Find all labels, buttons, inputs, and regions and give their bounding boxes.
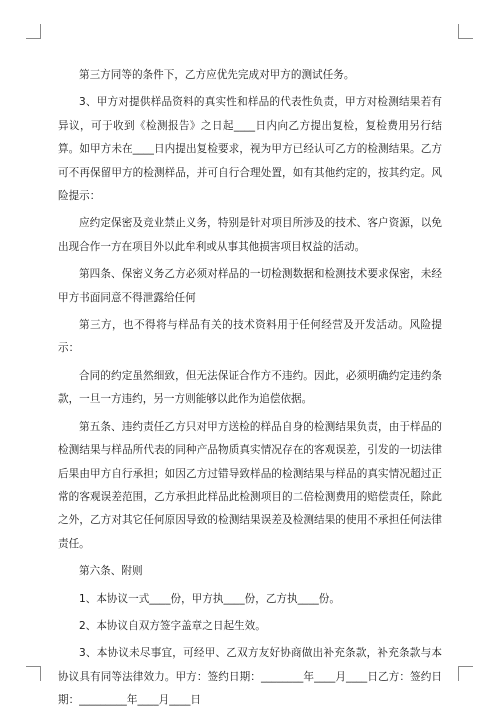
paragraph: 应约定保密及竞业禁止义务，特别是针对项目所涉及的技术、客户资源，以免出现合作一方在项目外以此牟利或从事其他损害项目权益的活动。	[58, 217, 442, 253]
paragraph: 第三方同等的条件下，乙方应优先完成对甲方的测试任务。	[79, 69, 355, 81]
paragraph: 合同的约定虽然细致，但无法保证合作方不违约。因此，必须明确约定违约条款，一旦一方违约，另一方则能够以此作为追偿依据。	[58, 369, 442, 406]
paragraph: 第三方，也不得将与样品有关的技术资料用于任何经营及开发活动。风险提示：	[58, 319, 442, 355]
paragraph: 第五条、违约责任乙方只对甲方送检的样品自身的检测结果负责，由于样品的检测结果与样品所代表的同种产品物质真实情况存在的客观误差，引发的一切法律后果由甲方自行承担；如因乙方过错导致样品的检测结果与样品的真实情况超过正常的客观误差范围，乙方承担此样品此检测项目的二倍检测费用的赔偿责任，除此之外，乙方对其它任何原因导致的检测结果误差及检测结果的使用不承担任何法律责任。	[58, 420, 442, 550]
paragraph: 第六条、附则	[79, 565, 143, 578]
corner-mark-top-left	[26, 24, 41, 39]
paragraph: 2、本协议自双方签字盖章之日起生效。	[79, 619, 266, 632]
paragraph: 3、甲方对提供样品资料的真实性和样品的代表性负责，甲方对检测结果若有异议，可于收到《检测报告》之日起____日内向乙方提出复检，复检费用另行结算。如甲方未在____日内提出复检要求，视为甲方已经认可乙方的检测结果。乙方可不再保留甲方的检测样品，并可自行合理处置，如有其他约定的，按其约定。风险提示：	[58, 96, 442, 203]
paragraph: 1、本协议一式____份，甲方执____份，乙方执____份。	[79, 592, 340, 605]
corner-mark-top-right	[458, 24, 473, 39]
document-body	[58, 64, 442, 713]
paragraph: 3、本协议未尽事宜，可经甲、乙双方友好协商做出补充条款，补充条款与本协议具有同等法律效力。甲方：签约日期：________年____月____日乙方：签约日期：_________年____月____日	[58, 647, 442, 707]
paragraph: 第四条、保密义务乙方必须对样品的一切检测数据和检测技术要求保密，未经甲方书面同意不得泄露给任何	[58, 268, 442, 304]
corner-mark-bottom-left	[26, 666, 41, 681]
corner-mark-bottom-right	[458, 666, 473, 681]
